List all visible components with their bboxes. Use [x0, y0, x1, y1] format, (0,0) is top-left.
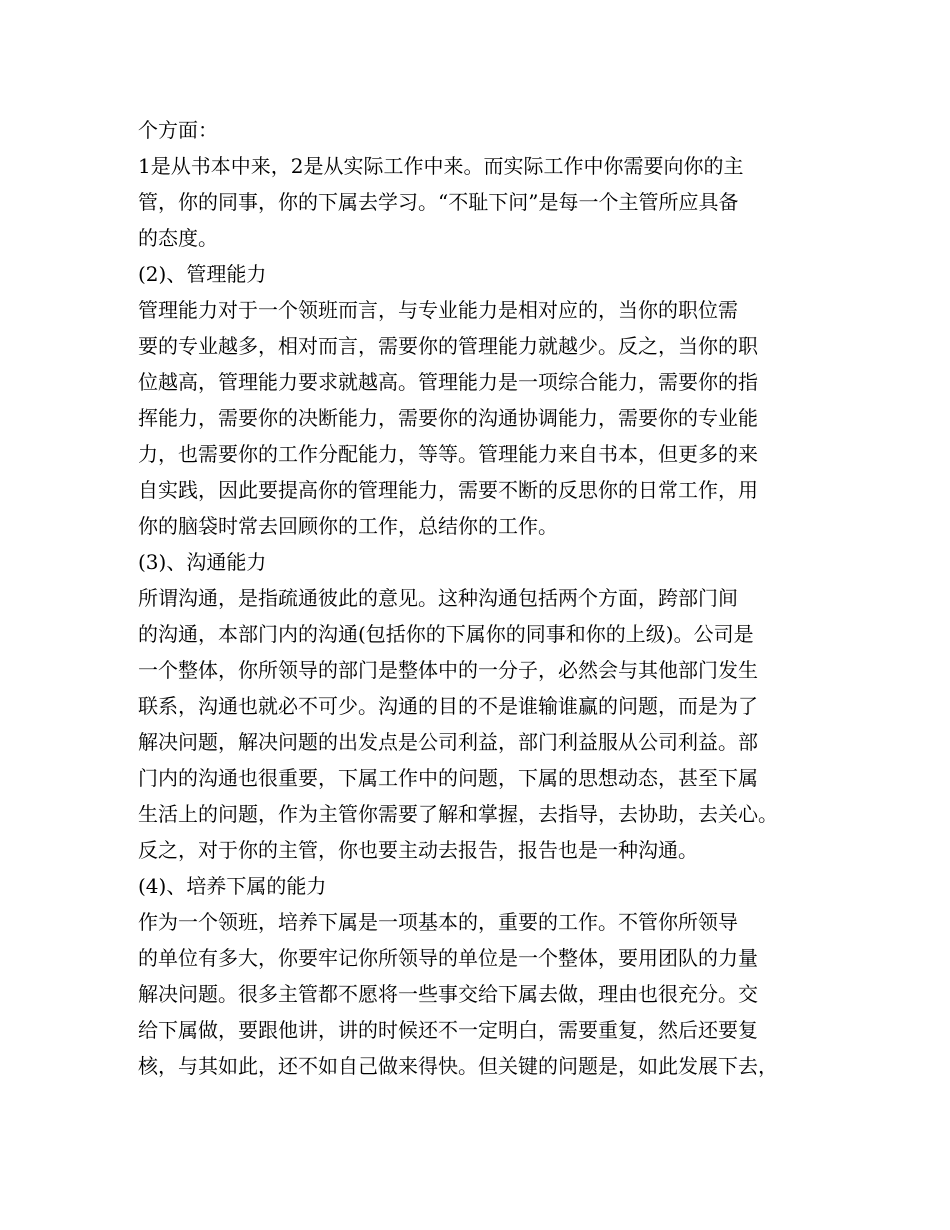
text-line: 挥能力，需要你的决断能力，需要你的沟通协调能力，需要你的专业能	[138, 406, 758, 430]
section-heading: (2)、管理能力	[138, 262, 267, 286]
document-page	[138, 112, 838, 1084]
text-line: 位越高，管理能力要求就越高。管理能力是一项综合能力，需要你的指	[138, 370, 758, 394]
text-line: 1是从书本中来，2是从实际工作中来。而实际工作中你需要向你的主	[138, 154, 744, 178]
text-line: 反之，对于你的主管，你也要主动去报告，报告也是一种沟通。	[138, 838, 698, 862]
text-line: 的沟通，本部门内的沟通(包括你的下属你的同事和你的上级)。公司是	[138, 622, 754, 646]
text-line: 个方面：	[138, 118, 218, 142]
text-line: 生活上的问题，作为主管你需要了解和掌握，去指导，去协助，去关心。	[138, 802, 778, 826]
text-line: 核，与其如此，还不如自己做来得快。但关键的问题是，如此发展下去，	[138, 1054, 778, 1078]
text-line: 你的脑袋时常去回顾你的工作，总结你的工作。	[138, 514, 558, 538]
text-line: 力，也需要你的工作分配能力，等等。管理能力来自书本，但更多的来	[138, 442, 758, 466]
text-line: 管理能力对于一个领班而言，与专业能力是相对应的，当你的职位需	[138, 298, 738, 322]
text-line: 一个整体，你所领导的部门是整体中的一分子，必然会与其他部门发生	[138, 658, 758, 682]
text-line: 要的专业越多，相对而言，需要你的管理能力就越少。反之，当你的职	[138, 334, 758, 358]
text-line: 联系，沟通也就必不可少。沟通的目的不是谁输谁赢的问题，而是为了	[138, 694, 758, 718]
text-line: 解决问题，解决问题的出发点是公司利益，部门利益服从公司利益。部	[138, 730, 758, 754]
text-line: 所谓沟通，是指疏通彼此的意见。这种沟通包括两个方面，跨部门间	[138, 586, 738, 610]
text-line: 自实践，因此要提高你的管理能力，需要不断的反思你的日常工作，用	[138, 478, 758, 502]
section-heading: (3)、沟通能力	[138, 550, 267, 574]
text-line: 的态度。	[138, 226, 218, 250]
text-line: 给下属做，要跟他讲，讲的时候还不一定明白，需要重复，然后还要复	[138, 1018, 758, 1042]
text-line: 的单位有多大，你要牢记你所领导的单位是一个整体，要用团队的力量	[138, 946, 758, 970]
text-line: 管，你的同事，你的下属去学习。“不耻下问”是每一个主管所应具备	[138, 190, 739, 214]
section-heading: (4)、培养下属的能力	[138, 874, 327, 898]
text-line: 门内的沟通也很重要，下属工作中的问题，下属的思想动态，甚至下属	[138, 766, 758, 790]
text-line: 作为一个领班，培养下属是一项基本的，重要的工作。不管你所领导	[138, 910, 738, 934]
text-line: 解决问题。很多主管都不愿将一些事交给下属去做，理由也很充分。交	[138, 982, 758, 1006]
